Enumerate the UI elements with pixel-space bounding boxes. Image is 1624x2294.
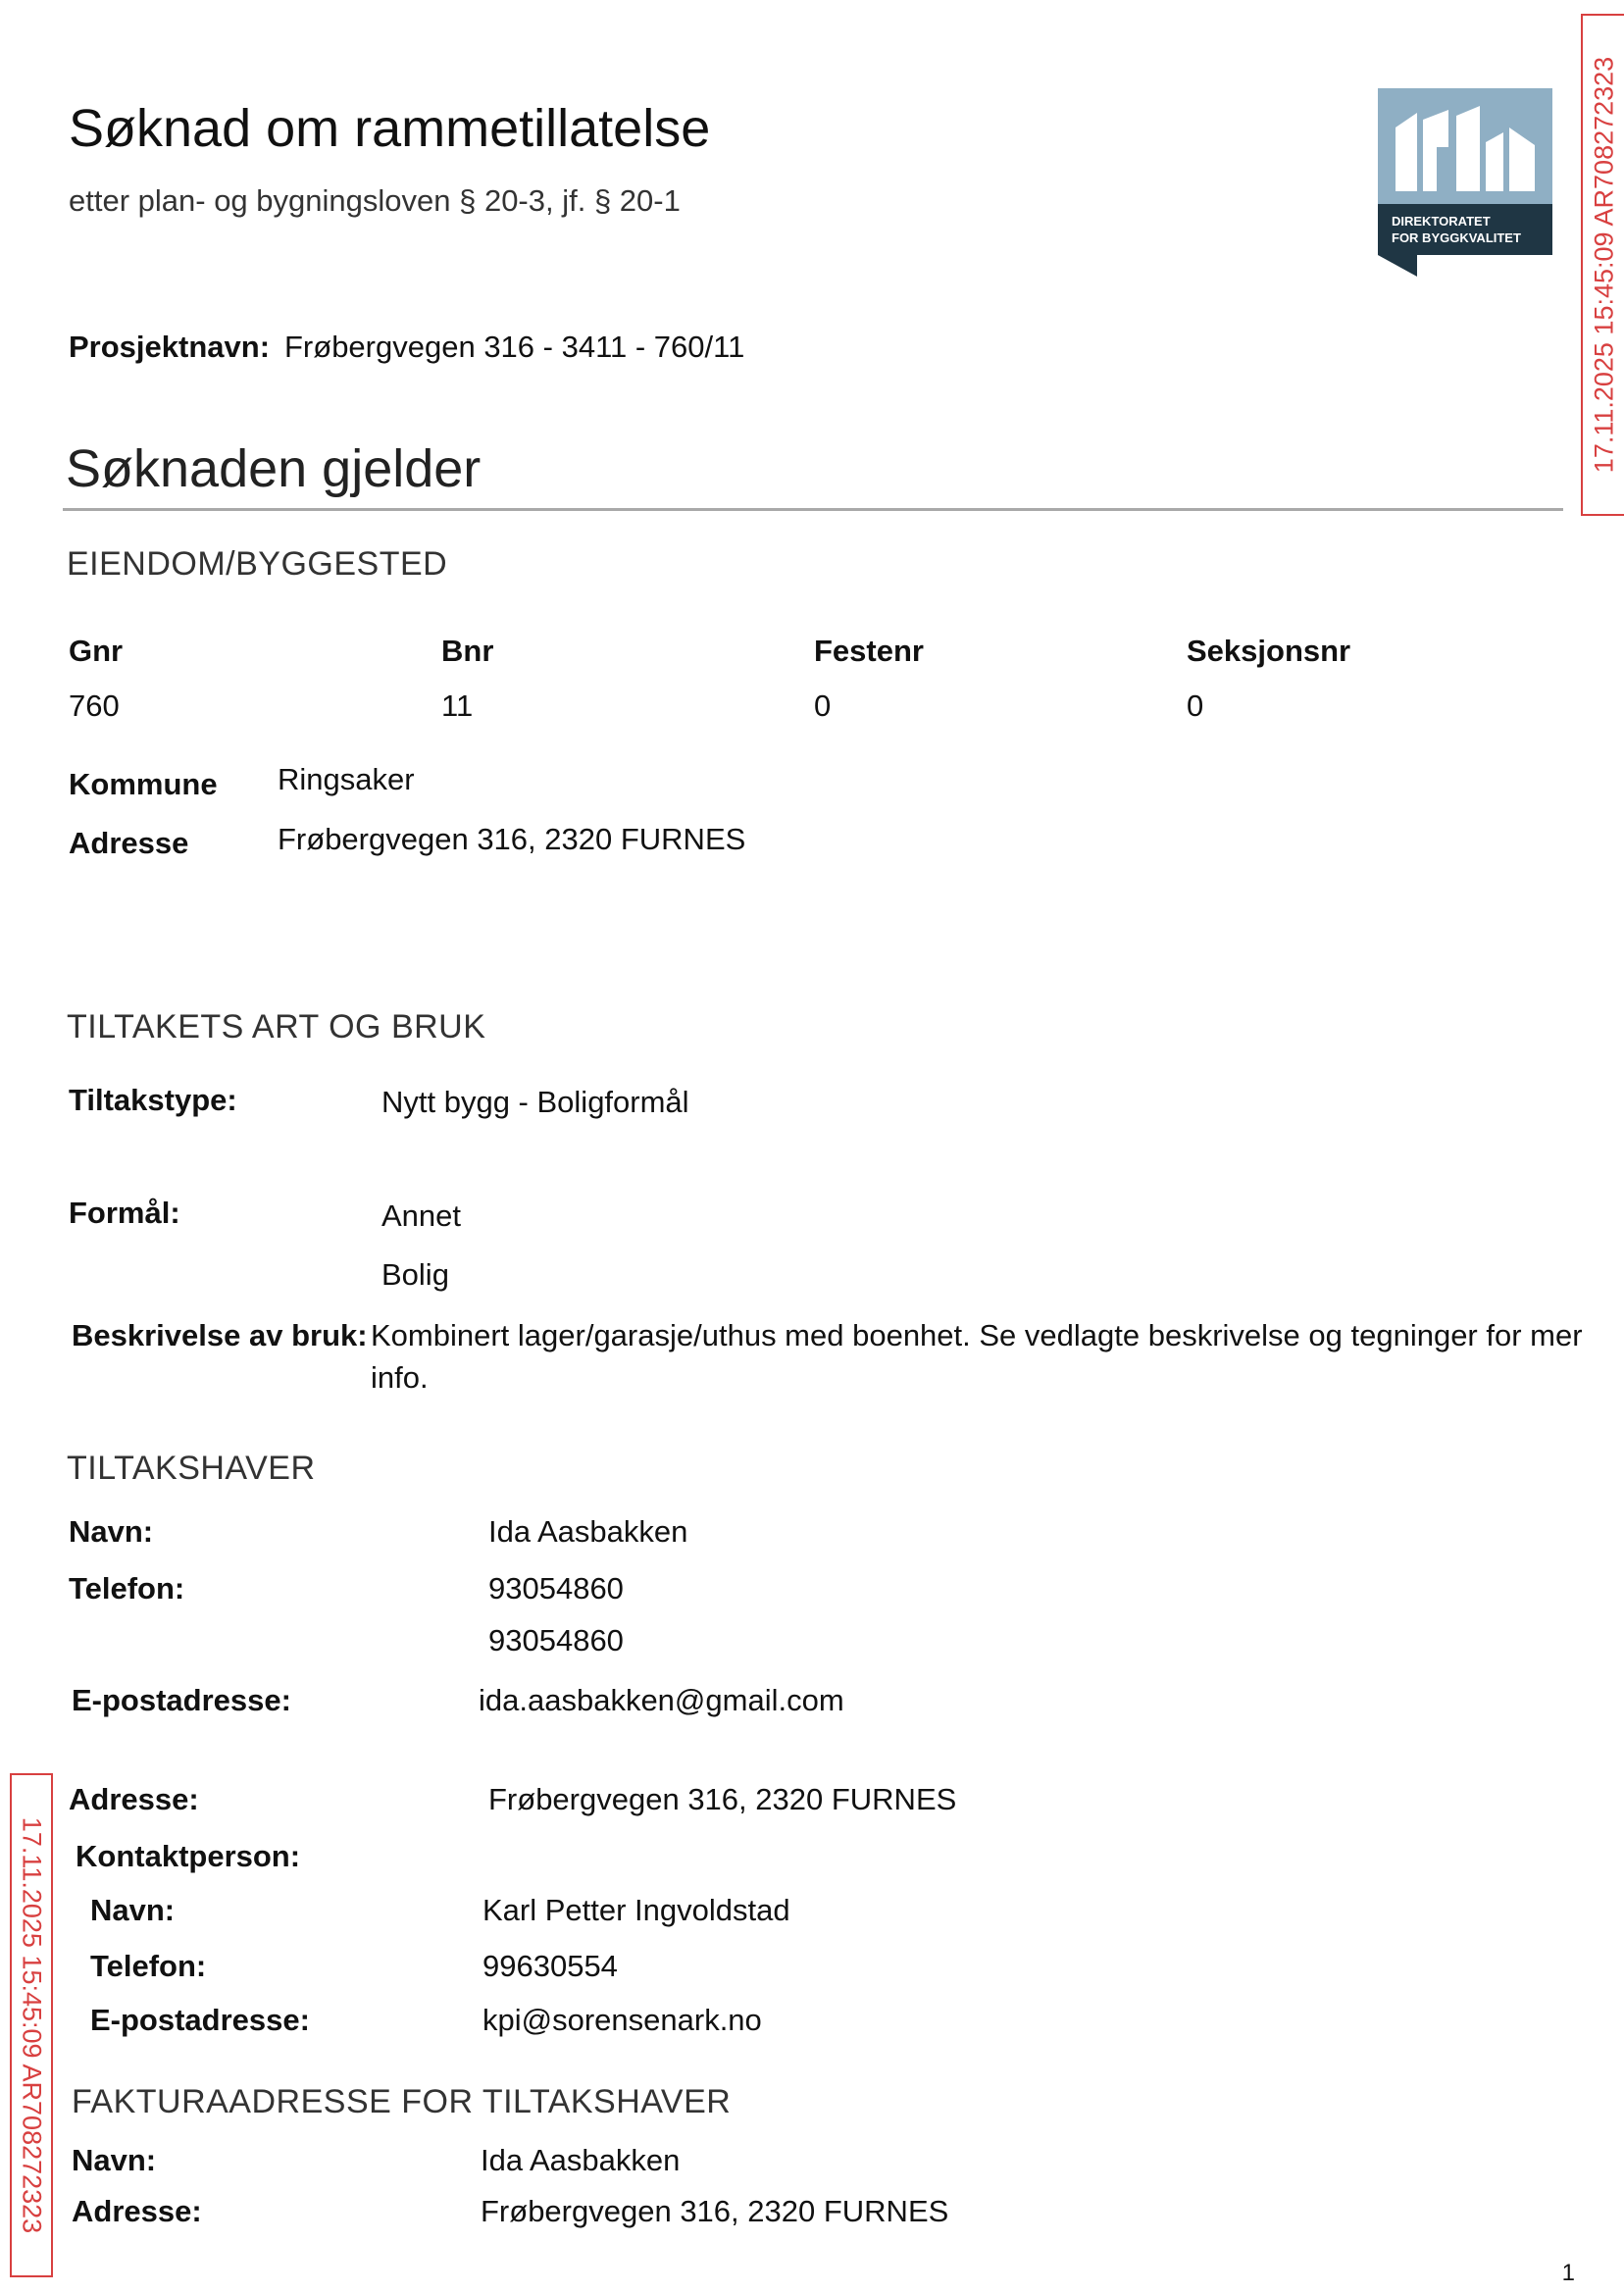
seksjonsnr-value: 0	[1187, 688, 1204, 723]
measure-heading: TILTAKETS ART OG BRUK	[67, 1008, 486, 1045]
adresse-label: Adresse	[69, 826, 189, 860]
contact-person-label: Kontaktperson:	[76, 1839, 301, 1873]
festenr-label: Festenr	[814, 634, 924, 668]
description-label: Beskrivelse av bruk:	[72, 1318, 368, 1352]
measure-type-label: Tiltakstype:	[69, 1083, 237, 1117]
applicant-phone-value-2: 93054860	[488, 1623, 624, 1657]
invoice-name-value: Ida Aasbakken	[481, 2143, 681, 2177]
bnr-value: 11	[441, 688, 474, 723]
svg-text:DIREKTORATET: DIREKTORATET	[1392, 214, 1491, 229]
contact-email-label: E-postadresse:	[90, 2003, 310, 2037]
adresse-value: Frøbergvegen 316, 2320 FURNES	[278, 822, 746, 856]
applicant-email-value: ida.aasbakken@gmail.com	[479, 1683, 844, 1717]
page-number: 1	[1561, 2260, 1575, 2286]
purpose-value-bolig: Bolig	[381, 1257, 449, 1292]
invoice-name-label: Navn:	[72, 2143, 157, 2177]
svg-text:FOR BYGGKVALITET: FOR BYGGKVALITET	[1392, 230, 1521, 245]
gnr-value: 760	[69, 688, 120, 723]
property-heading: EIENDOM/BYGGESTED	[67, 545, 448, 583]
applicant-address-value: Frøbergvegen 316, 2320 FURNES	[488, 1782, 957, 1816]
measure-type-value: Nytt bygg - Boligformål	[381, 1085, 689, 1119]
contact-phone-label: Telefon:	[90, 1949, 207, 1983]
contact-name-label: Navn:	[90, 1893, 176, 1927]
dibk-logo	[1378, 88, 1552, 277]
section-title: Søknaden gjelder	[66, 439, 482, 498]
applicant-email-label: E-postadresse:	[72, 1683, 291, 1717]
applicant-address-label: Adresse:	[69, 1782, 199, 1816]
timestamp-stamp-bottom: 17.11.2025 15:45:09 AR708272323	[10, 1773, 53, 2277]
seksjonsnr-label: Seksjonsnr	[1187, 634, 1351, 668]
project-name-label: Prosjektnavn:	[69, 330, 271, 364]
document-subtitle: etter plan- og bygningsloven § 20-3, jf. § 20-1	[69, 183, 681, 218]
description-value: Kombinert lager/garasje/uthus med boenhet. Se vedlagte beskrivelse og tegninger for mer info.	[371, 1318, 1583, 1395]
purpose-label: Formål:	[69, 1196, 180, 1230]
applicant-name-label: Navn:	[69, 1514, 154, 1549]
bnr-label: Bnr	[441, 634, 494, 668]
project-name-value: Frøbergvegen 316 - 3411 - 760/11	[284, 330, 745, 364]
applicant-heading: TILTAKSHAVER	[67, 1450, 316, 1487]
applicant-name-value: Ida Aasbakken	[488, 1514, 688, 1549]
section-divider	[63, 508, 1563, 511]
kommune-label: Kommune	[69, 767, 218, 801]
purpose-value-annet: Annet	[381, 1198, 462, 1233]
timestamp-stamp-top: 17.11.2025 15:45:09 AR708272323	[1581, 14, 1624, 516]
applicant-phone-label: Telefon:	[69, 1571, 185, 1606]
gnr-label: Gnr	[69, 634, 124, 668]
invoice-address-label: Adresse:	[72, 2194, 202, 2228]
kommune-value: Ringsaker	[278, 762, 415, 796]
applicant-phone-value-1: 93054860	[488, 1571, 624, 1606]
festenr-value: 0	[814, 688, 832, 723]
invoice-heading: FAKTURAADRESSE FOR TILTAKSHAVER	[72, 2083, 732, 2120]
contact-phone-value: 99630554	[482, 1949, 618, 1983]
invoice-address-value: Frøbergvegen 316, 2320 FURNES	[481, 2194, 949, 2228]
document-title: Søknad om rammetillatelse	[69, 99, 711, 158]
contact-name-value: Karl Petter Ingvoldstad	[482, 1893, 790, 1927]
contact-email-value: kpi@sorensenark.no	[482, 2003, 762, 2037]
